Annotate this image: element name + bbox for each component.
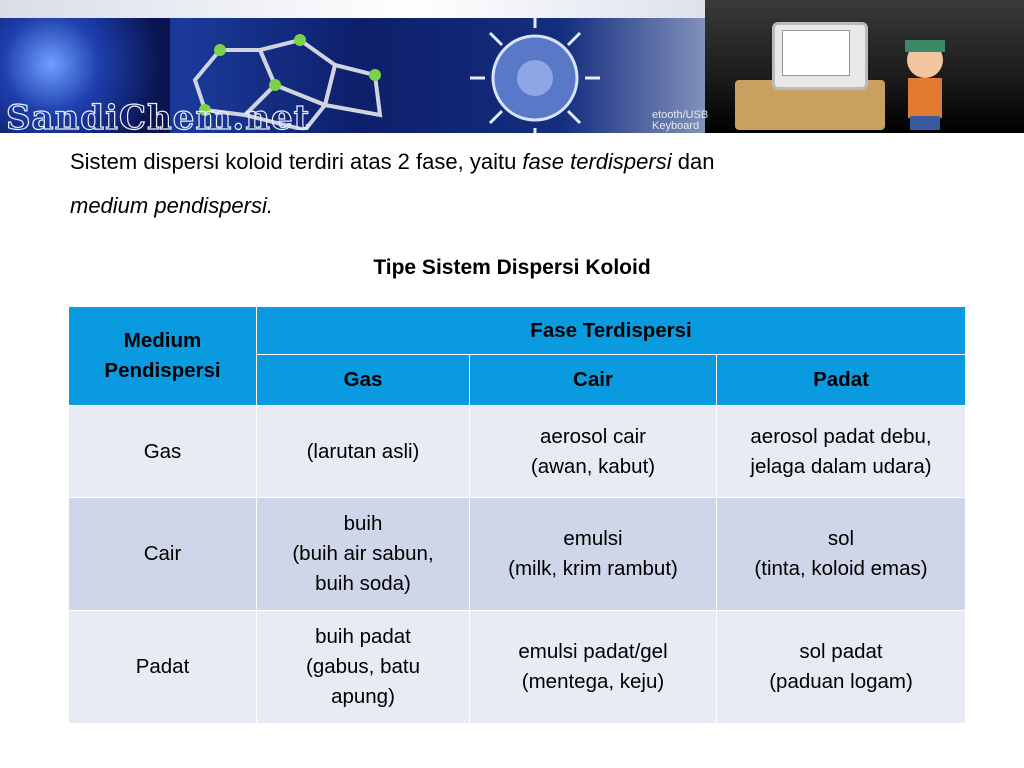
cell-line: jelaga dalam udara) bbox=[750, 454, 932, 478]
cell-line: (larutan asli) bbox=[306, 439, 420, 463]
intro-text-2: dan bbox=[671, 149, 715, 174]
cell-line: (paduan logam) bbox=[769, 670, 913, 693]
table-cell bbox=[470, 611, 717, 724]
row-medium: Cair bbox=[69, 498, 257, 611]
intro-paragraph bbox=[70, 140, 950, 228]
monitor-screen bbox=[782, 30, 850, 76]
intro-italic-1: fase terdispersi bbox=[522, 149, 672, 174]
table-cell bbox=[257, 406, 470, 498]
cell-line: (milk, krim rambut) bbox=[508, 557, 678, 580]
cell-line: aerosol cair bbox=[540, 424, 646, 448]
subheader-padat: Padat bbox=[717, 355, 966, 406]
header-fase: Fase Terdispersi bbox=[257, 307, 966, 355]
header-medium-line1: Medium bbox=[123, 329, 202, 352]
subheader-gas: Gas bbox=[257, 355, 470, 406]
cell-line: buih padat bbox=[315, 625, 411, 648]
subheader-cair: Cair bbox=[470, 355, 717, 406]
header-medium-line2: Pendispersi bbox=[104, 359, 221, 382]
cell-line: sol bbox=[827, 527, 855, 550]
intro-text-1: Sistem dispersi koloid terdiri atas 2 fase, yaitu bbox=[70, 149, 523, 174]
header-medium bbox=[69, 307, 257, 406]
cartoon-person-image bbox=[880, 30, 970, 130]
cell-line: (awan, kabut) bbox=[530, 454, 656, 478]
cell-line: apung) bbox=[331, 685, 395, 708]
colloid-table bbox=[68, 306, 966, 724]
keyboard-label-line1: etooth/USB bbox=[652, 109, 709, 121]
table-cell bbox=[470, 406, 717, 498]
table-cell bbox=[717, 611, 966, 724]
table-cell bbox=[470, 498, 717, 611]
site-logo-text: SandiChem.net bbox=[6, 98, 311, 133]
cell-line: emulsi padat/gel bbox=[518, 640, 668, 663]
table-row bbox=[69, 498, 966, 611]
table-row bbox=[69, 406, 966, 498]
intro-italic-2: medium pendispersi. bbox=[70, 193, 273, 218]
keyboard-label-line2: Keyboard bbox=[652, 120, 700, 132]
cell-line: (buih air sabun, bbox=[292, 542, 434, 565]
table-cell bbox=[257, 498, 470, 611]
cell-line: (gabus, batu bbox=[306, 655, 420, 678]
cell-line: (tinta, koloid emas) bbox=[754, 557, 928, 580]
table-title: Tipe Sistem Dispersi Koloid bbox=[373, 256, 651, 279]
table-header-row bbox=[69, 307, 966, 355]
cell-line: (mentega, keju) bbox=[521, 670, 665, 693]
cell-line: sol padat bbox=[799, 640, 883, 663]
cell-line: buih soda) bbox=[315, 572, 411, 595]
table-cell bbox=[257, 611, 470, 724]
table-row bbox=[69, 611, 966, 724]
keyboard-label bbox=[652, 110, 708, 132]
cell-line: aerosol padat debu, bbox=[750, 424, 932, 448]
cell-line: emulsi bbox=[563, 527, 623, 550]
table-cell bbox=[717, 406, 966, 498]
row-medium: Gas bbox=[69, 406, 257, 498]
table-cell bbox=[717, 498, 966, 611]
row-medium: Padat bbox=[69, 611, 257, 724]
header-banner bbox=[0, 0, 1024, 133]
cell-line: buih bbox=[343, 512, 383, 535]
virus-image bbox=[420, 18, 650, 133]
